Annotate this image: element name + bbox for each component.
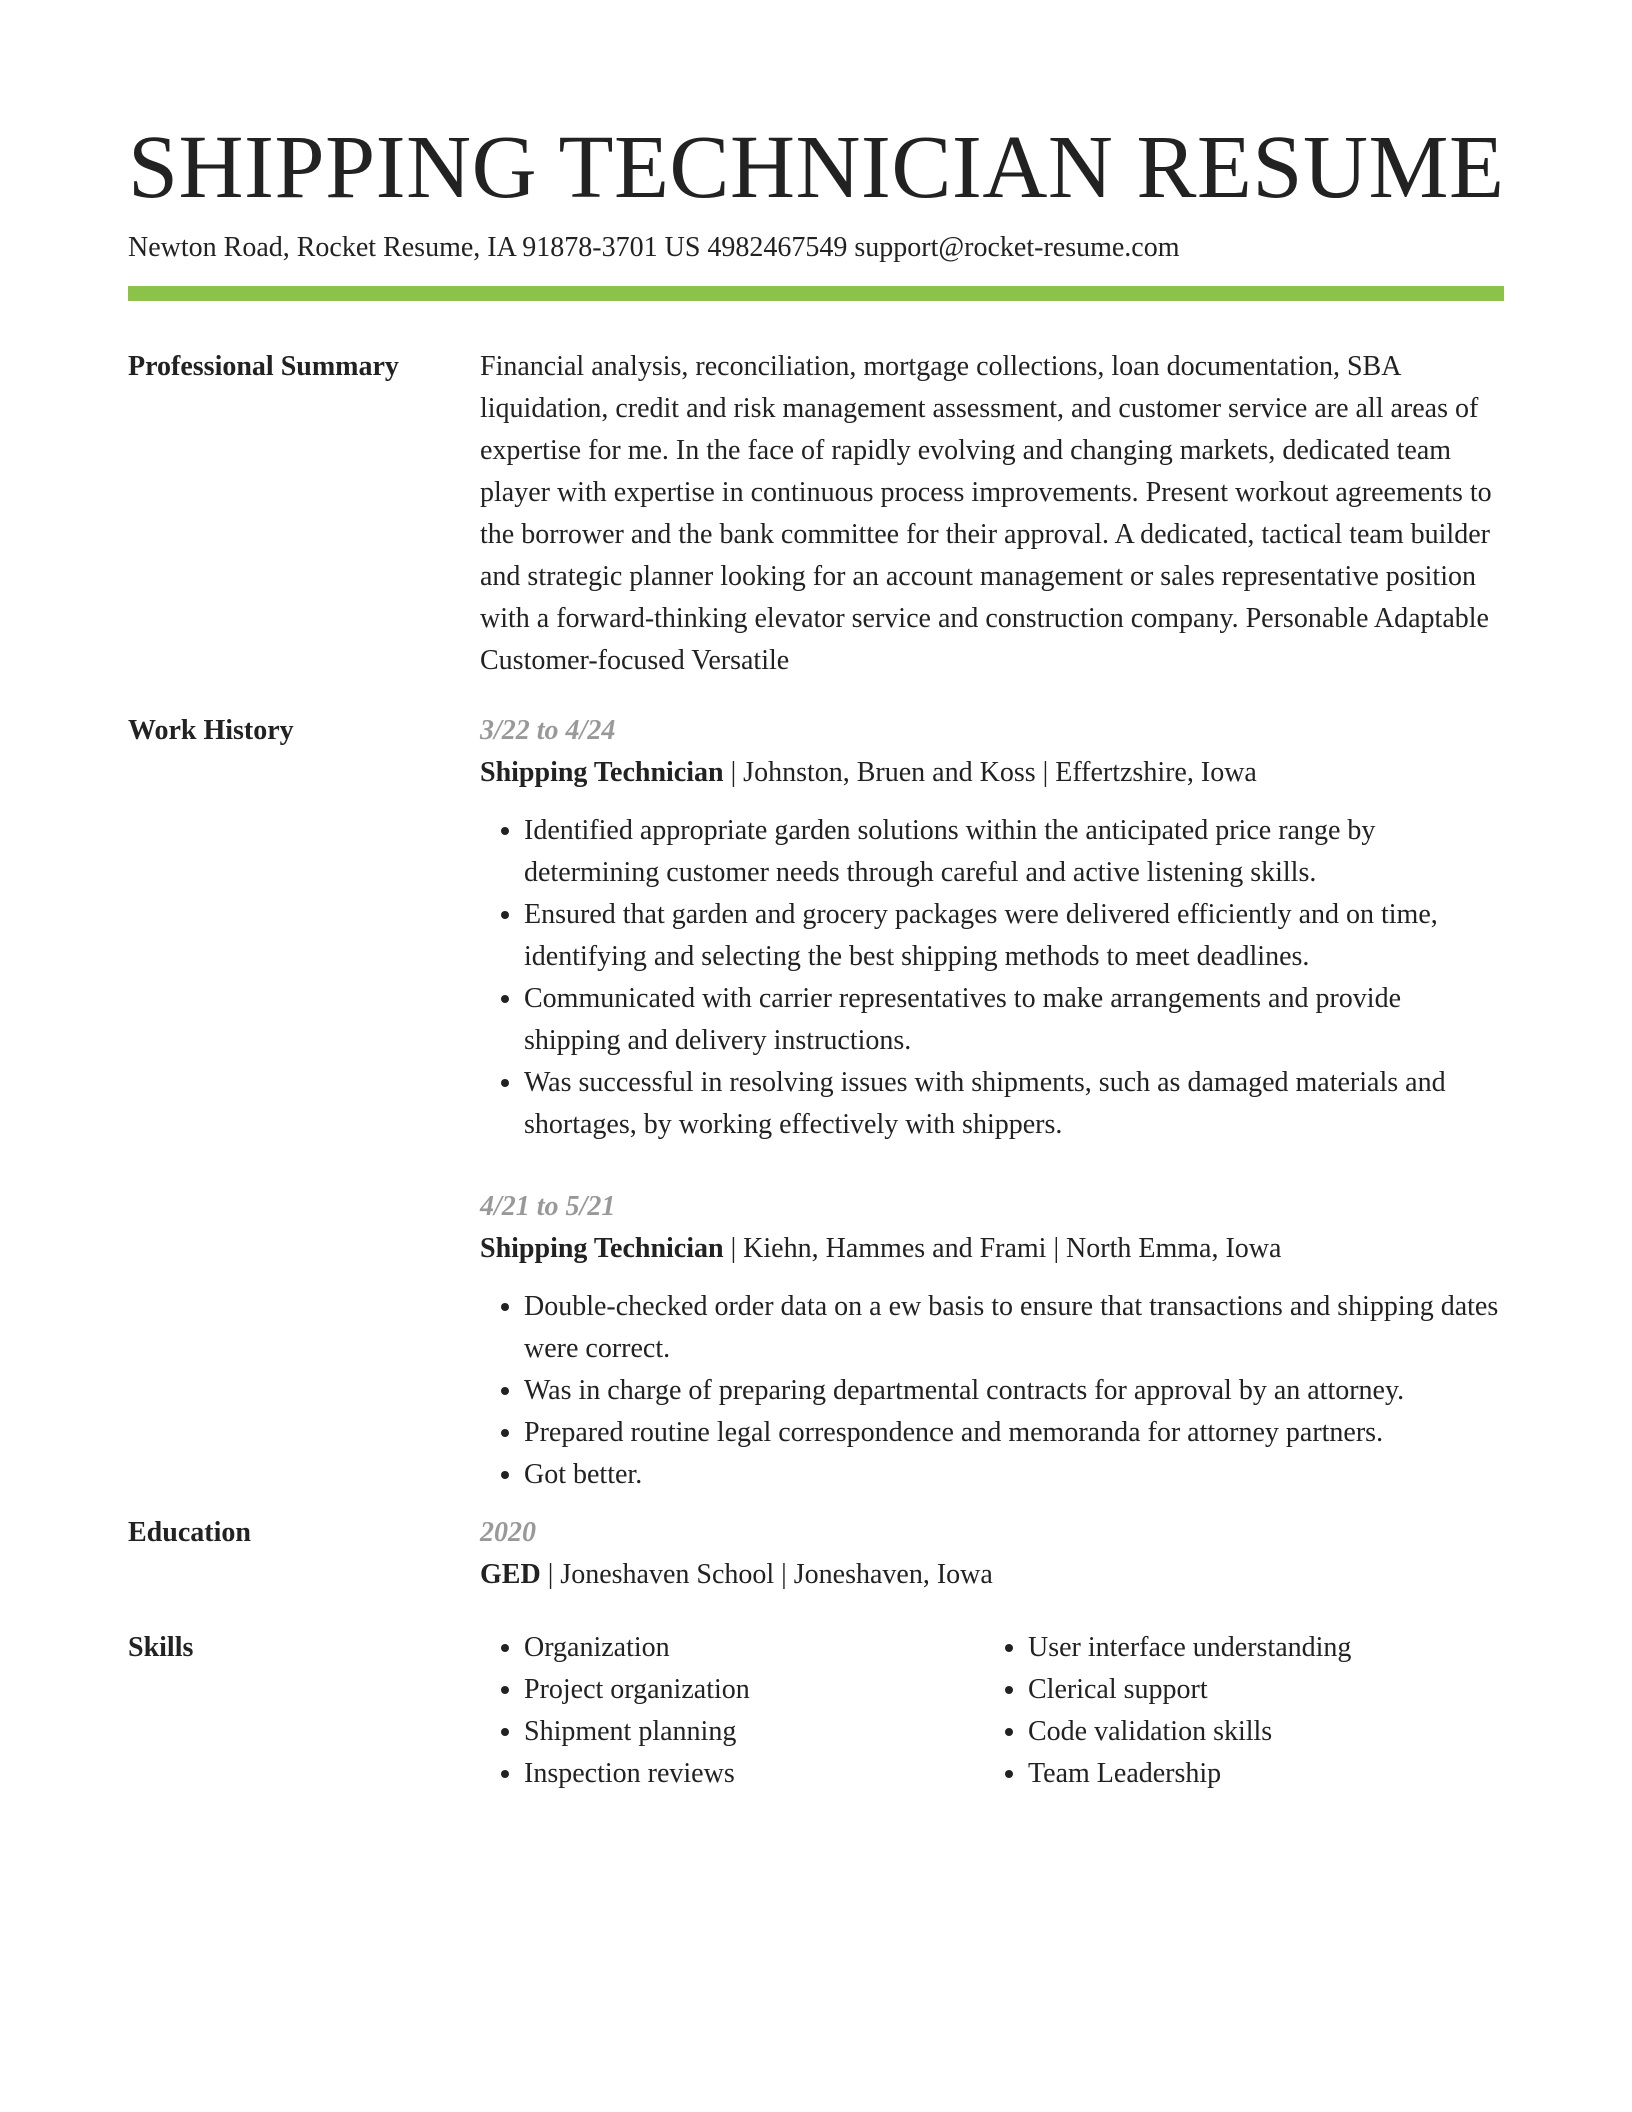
skill-item: • Code validation skills	[1028, 1711, 1488, 1753]
work-history-body	[480, 710, 1504, 1496]
list-item: • Identified appropriate garden solutions within the anticipated price range by determining customer needs through careful and active listening skills.	[524, 810, 1504, 894]
education-label: Education	[128, 1517, 251, 1548]
job-entry	[480, 1186, 1504, 1496]
job-role: Shipping Technician	[480, 757, 724, 788]
job-role-line	[480, 1228, 1504, 1270]
job-details: | Kiehn, Hammes and Frami | North Emma, Iowa	[723, 1233, 1282, 1264]
job-dates: 4/21 to 5/21	[480, 1191, 616, 1222]
summary-text: Financial analysis, reconciliation, mortgage collections, loan documentation, SBA liquidation, credit and risk management assessment, and customer service are all areas of expertise for me. In the face of rapidly evolving and changing markets, dedicated team player with expertise in continuous process improvements. Present workout agreements to the borrower and the bank committee for their approval. A dedicated, tactical team builder and strategic planner looking for an account management or sales representative position with a forward-thinking elevator service and construction company. Personable Adaptable Customer-focused Versatile	[480, 351, 1492, 676]
skills-columns	[480, 1627, 1504, 1795]
job-bullets	[480, 1286, 1504, 1496]
skill-item: • Inspection reviews	[524, 1753, 984, 1795]
skills-list-right	[984, 1627, 1488, 1795]
education-details: | Joneshaven School | Joneshaven, Iowa	[540, 1559, 993, 1590]
list-item: • Ensured that garden and grocery packages were delivered efficiently and on time, identifying and selecting the best shipping methods to meet deadlines.	[524, 894, 1504, 978]
list-item: • Got better.	[524, 1454, 1504, 1496]
job-role: Shipping Technician	[480, 1233, 724, 1264]
accent-divider	[128, 286, 1504, 301]
skills-list-left	[480, 1627, 984, 1795]
skills-label: Skills	[128, 1632, 194, 1663]
list-item: • Double-checked order data on a ew basis to ensure that transactions and shipping dates were correct.	[524, 1286, 1504, 1370]
contact-line: Newton Road, Rocket Resume, IA 91878-3701 US 4982467549 support@rocket-resume.com	[128, 232, 1180, 263]
work-history-label: Work History	[128, 715, 294, 746]
skills-body	[480, 1627, 1504, 1795]
list-item: • Was in charge of preparing departmental contracts for approval by an attorney.	[524, 1370, 1504, 1412]
skill-item: • Organization	[524, 1627, 984, 1669]
education-degree: GED	[480, 1559, 541, 1590]
job-entry	[480, 710, 1504, 1146]
skill-item: • Clerical support	[1028, 1669, 1488, 1711]
skill-item: • User interface understanding	[1028, 1627, 1488, 1669]
skill-item: • Project organization	[524, 1669, 984, 1711]
summary-body	[480, 346, 1504, 682]
list-item: • Prepared routine legal correspondence and memoranda for attorney partners.	[524, 1412, 1504, 1454]
job-role-line	[480, 752, 1504, 794]
job-details: | Johnston, Bruen and Koss | Effertzshire, Iowa	[723, 757, 1257, 788]
resume-title: SHIPPING TECHNICIAN RESUME	[128, 118, 1505, 217]
skill-item: • Team Leadership	[1028, 1753, 1488, 1795]
list-item: • Communicated with carrier representatives to make arrangements and provide shipping and delivery instructions.	[524, 978, 1504, 1062]
education-body	[480, 1512, 1504, 1596]
education-year: 2020	[480, 1517, 536, 1548]
job-bullets	[480, 810, 1504, 1146]
list-item: • Was successful in resolving issues with shipments, such as damaged materials and shortages, by working effectively with shippers.	[524, 1062, 1504, 1146]
education-line	[480, 1554, 1504, 1596]
summary-label: Professional Summary	[128, 351, 399, 382]
job-dates: 3/22 to 4/24	[480, 715, 616, 746]
skill-item: • Shipment planning	[524, 1711, 984, 1753]
